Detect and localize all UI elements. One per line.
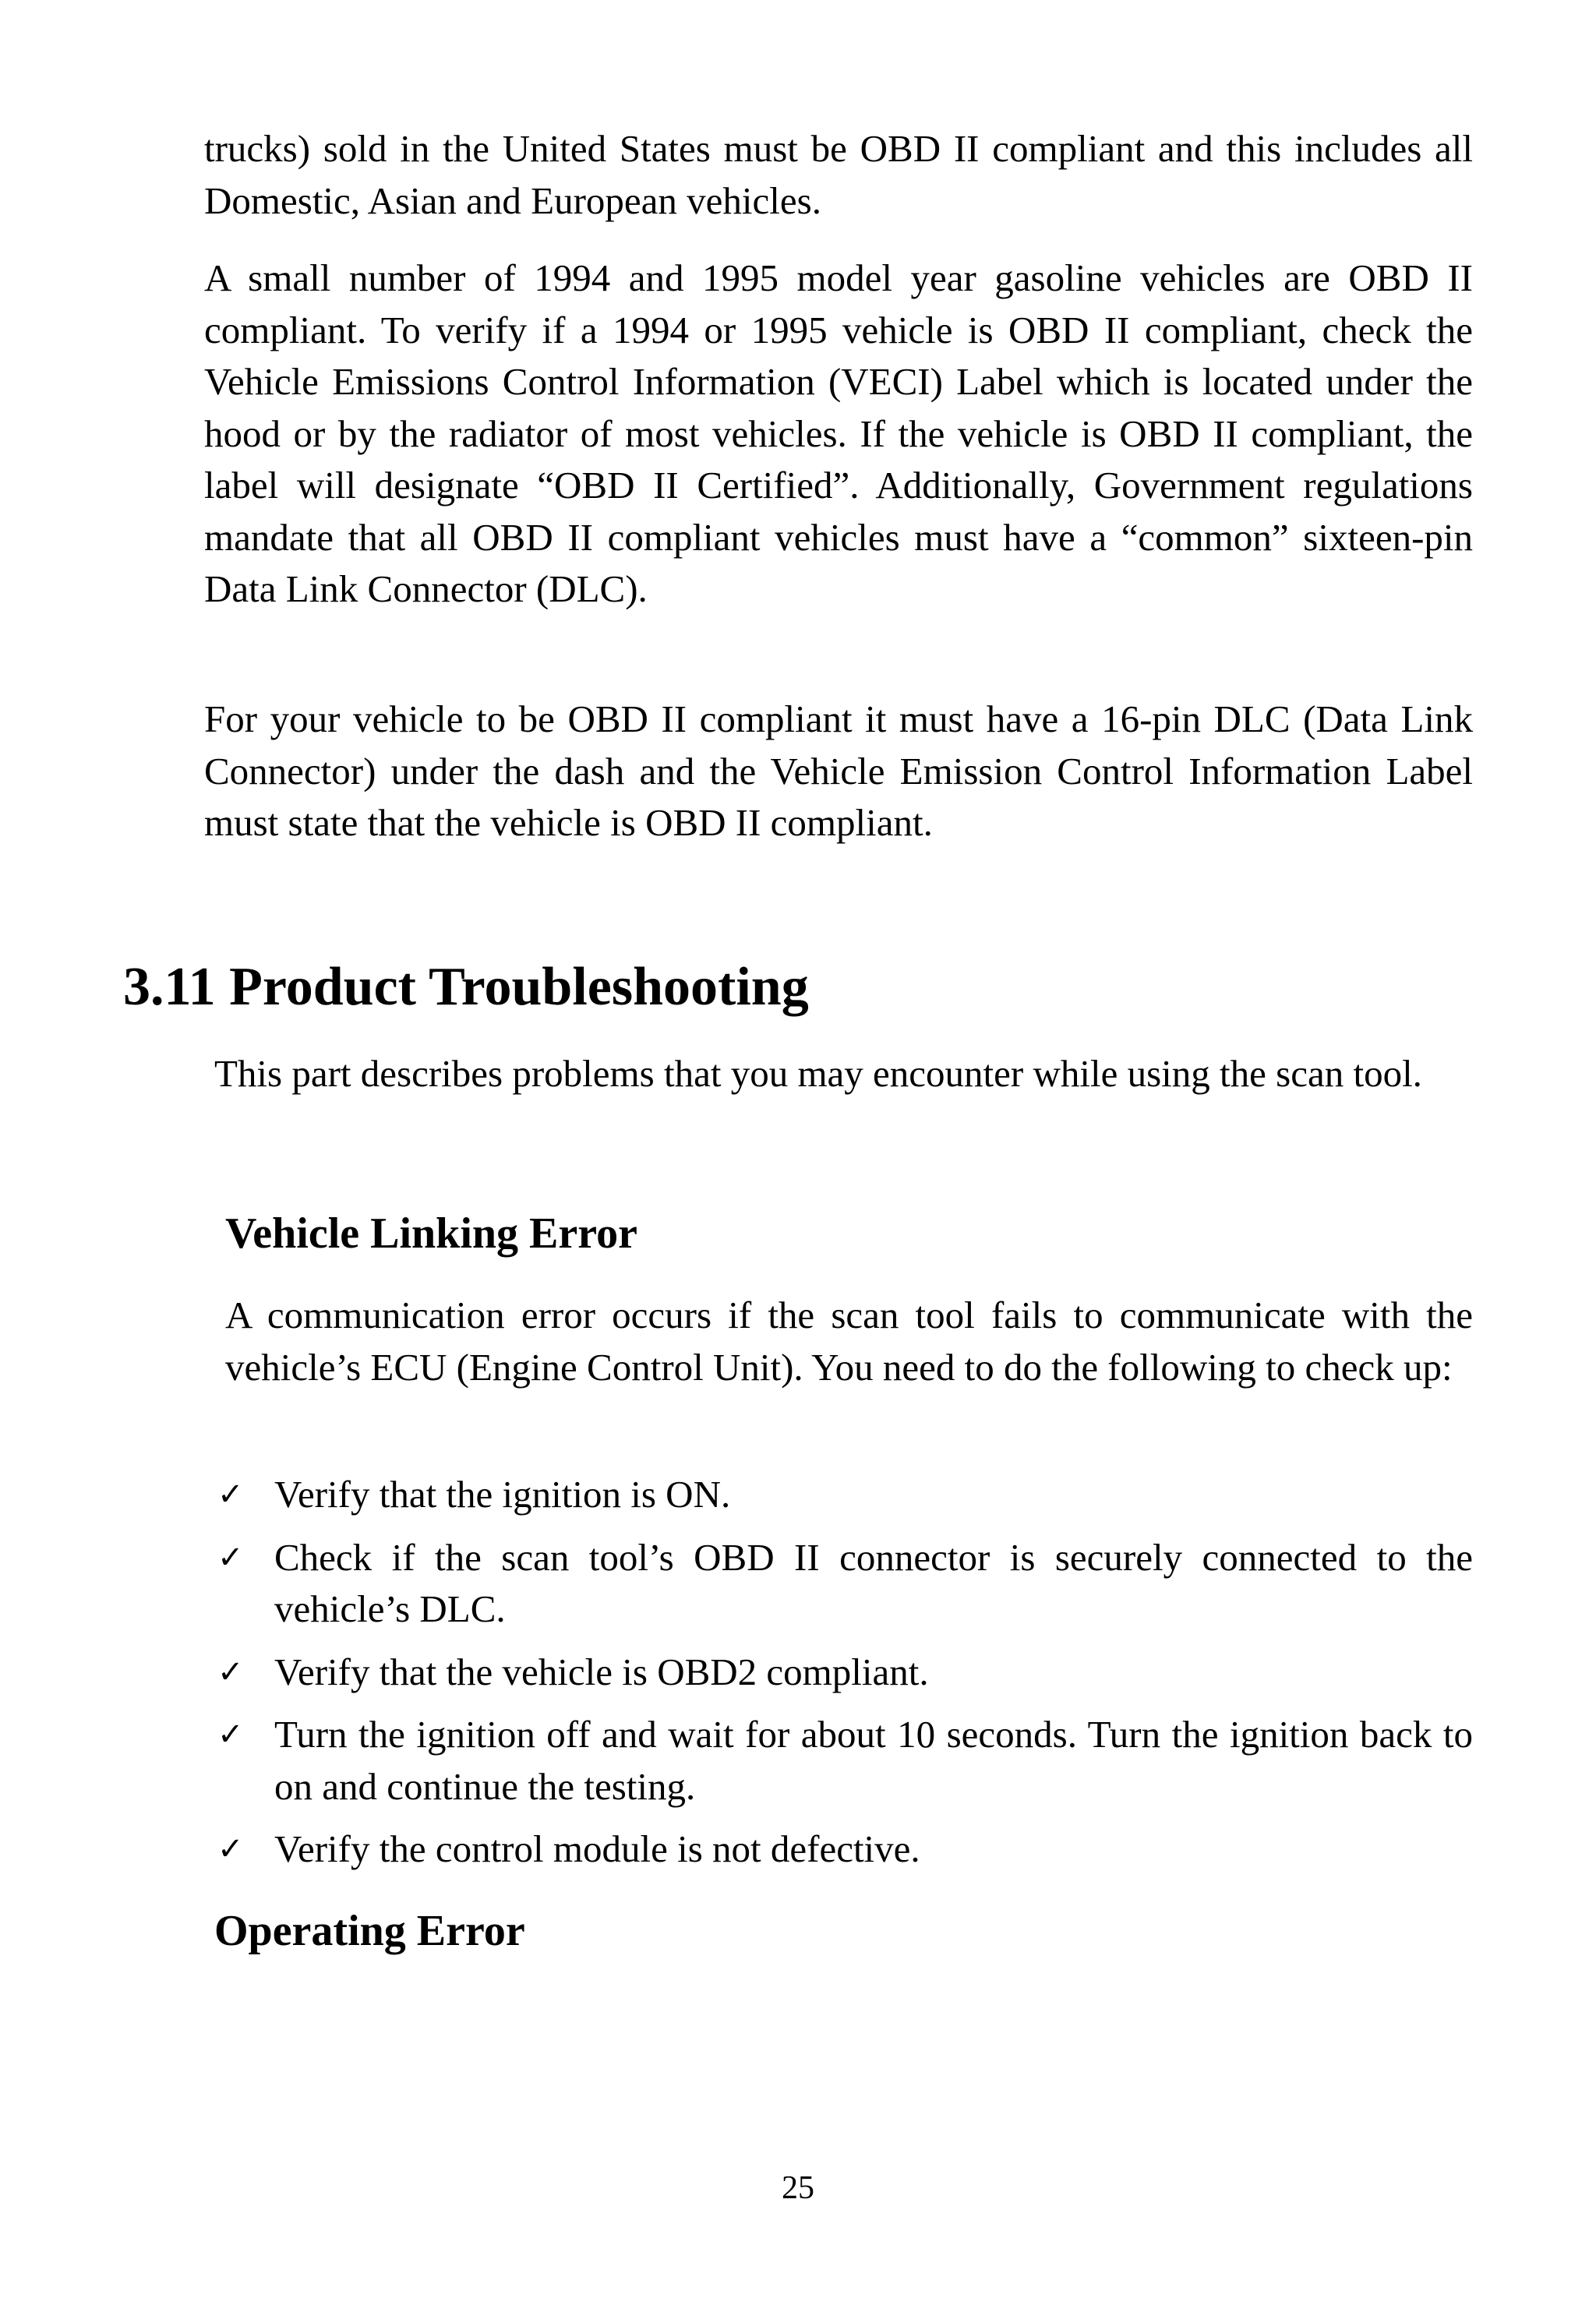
checklist-item-text: Turn the ignition off and wait for about 10 seconds. Turn the ignition back to on and continue the testing. xyxy=(274,1713,1473,1808)
page-number: 25 xyxy=(782,2170,814,2206)
checklist-item xyxy=(214,1647,1473,1699)
checklist-item-text: Verify that the ignition is ON. xyxy=(274,1473,731,1516)
checkmark-icon: ✓ xyxy=(217,1831,244,1867)
checklist-item xyxy=(214,1469,1473,1521)
checkmark-icon: ✓ xyxy=(217,1717,244,1753)
paragraph-communication-error: A communication error occurs if the scan tool fails to communicate with the vehicle’s ECU (Engine Control Unit). You need to do the following to check up: xyxy=(225,1294,1473,1389)
checklist-item xyxy=(214,1532,1473,1636)
checklist-item-text: Check if the scan tool’s OBD II connector is securely connected to the vehicle’s DLC. xyxy=(274,1535,1473,1630)
checklist-item xyxy=(214,1709,1473,1813)
checklist-item xyxy=(214,1823,1473,1876)
checkmark-icon: ✓ xyxy=(217,1477,244,1513)
checkmark-icon: ✓ xyxy=(217,1654,244,1690)
checklist-item-text: Verify the control module is not defective. xyxy=(274,1827,920,1870)
section-intro: This part describes problems that you may encounter while using the scan tool. xyxy=(214,1052,1422,1095)
section-heading-product-troubleshooting: 3.11 Product Troubleshooting xyxy=(123,957,809,1017)
paragraph-1994-1995-compliance: A small number of 1994 and 1995 model year gasoline vehicles are OBD II compliant. To verify if a 1994 or 1995 vehicle is OBD II compliant, check the Vehicle Emissions Control Information (VECI) Label which is located under the hood or by the radiator of most vehicles. If the vehicle is OBD II compliant, the label will designate “OBD II Certified”. Additionally, Government regulations mandate that all OBD II compliant vehicles must have a “common” sixteen-pin Data Link Connector (DLC). xyxy=(204,256,1473,610)
troubleshooting-checklist xyxy=(214,1469,1473,1887)
subheading-operating-error: Operating Error xyxy=(214,1907,525,1955)
checklist-item-text: Verify that the vehicle is OBD2 compliant. xyxy=(274,1650,929,1693)
paragraph-16-pin-dlc-requirement: For your vehicle to be OBD II compliant it must have a 16-pin DLC (Data Link Connector) under the dash and the Vehicle Emission Control Information Label must state that the vehicle is OBD II compliant. xyxy=(204,697,1473,844)
checkmark-icon: ✓ xyxy=(217,1539,244,1576)
paragraph-obd-compliance-continued: trucks) sold in the United States must be OBD II compliant and this includes all Domestic, Asian and European vehicles. xyxy=(204,127,1473,222)
subheading-vehicle-linking-error: Vehicle Linking Error xyxy=(225,1209,637,1258)
